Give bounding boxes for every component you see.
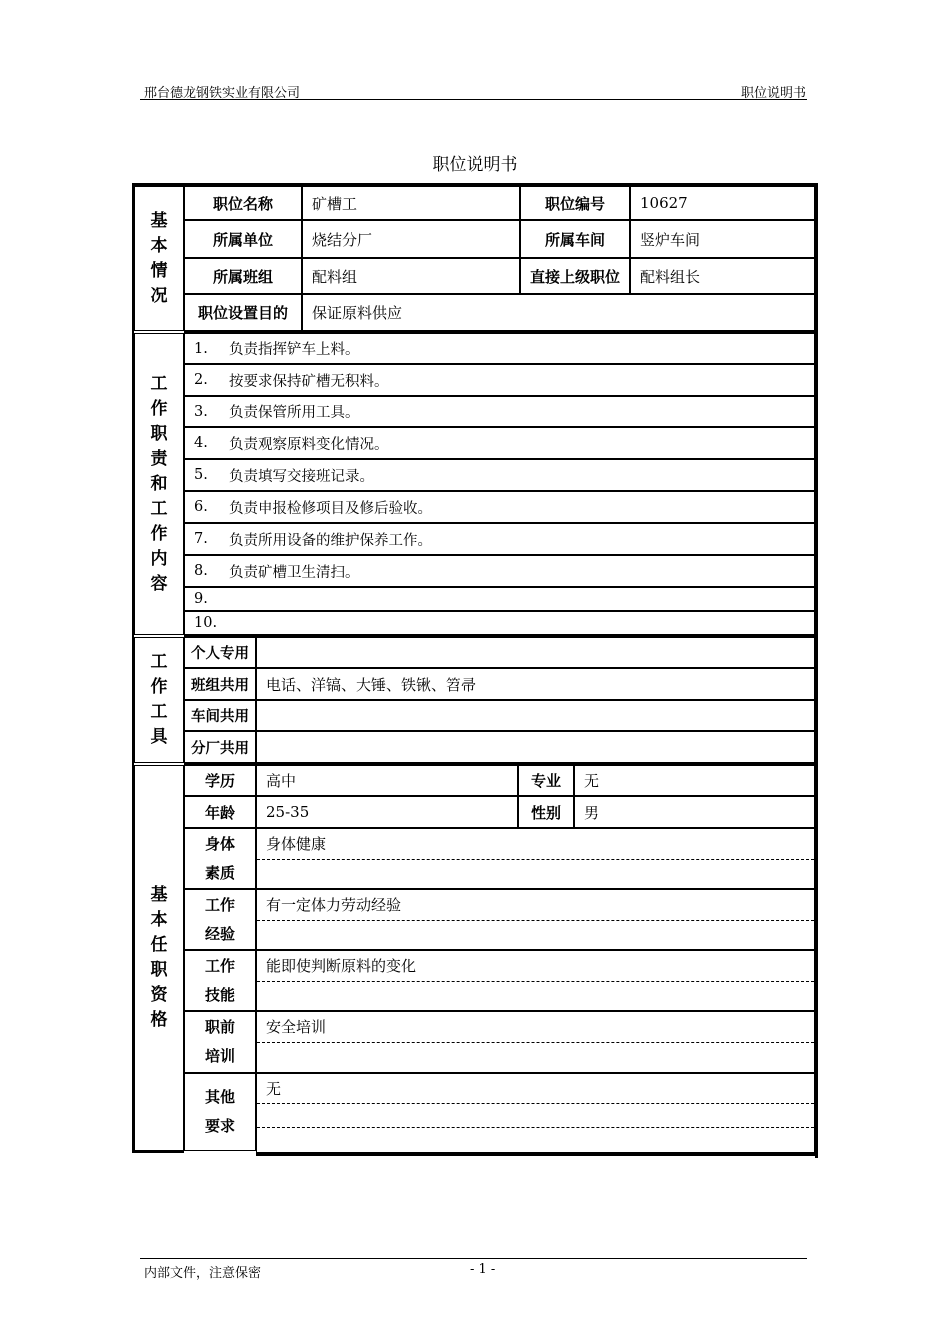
purpose-label: 职位设置目的 — [184, 294, 302, 331]
header-rule — [140, 99, 807, 100]
position-name-value: 矿槽工 — [302, 186, 520, 220]
experience-value-box — [256, 889, 815, 950]
skills-value: 能即使判断原料的变化 — [266, 957, 417, 975]
position-code-value: 10627 — [630, 186, 815, 220]
position-name-label: 职位名称 — [184, 186, 302, 220]
duty-item: 6. 负责申报检修项目及修后验收。 — [184, 491, 815, 523]
purpose-value: 保证原料供应 — [302, 294, 815, 331]
experience-label: 工作 经验 — [184, 889, 256, 950]
workshop-value: 竖炉车间 — [630, 220, 815, 258]
dashed-line — [257, 1127, 814, 1128]
header-doc-type: 职位说明书 — [740, 86, 806, 101]
tools-workshop-value — [256, 700, 815, 731]
team-value: 配料组 — [302, 258, 520, 294]
gender-label: 性别 — [518, 796, 574, 828]
tools-plant-label: 分厂共用 — [184, 731, 256, 763]
skills-value-box — [256, 950, 815, 1011]
skills-label: 工作 技能 — [184, 950, 256, 1011]
dashed-line — [257, 981, 814, 982]
page-number: - 1 - — [470, 1262, 496, 1277]
tools-team-value: 电话、洋镐、大锤、铁锹、笤帚 — [256, 668, 815, 700]
dashed-line — [257, 1042, 814, 1043]
physical-value-box — [256, 828, 815, 889]
duty-item: 2. 按要求保持矿槽无积料。 — [184, 364, 815, 396]
dashed-line — [257, 920, 814, 921]
duty-item: 10. — [184, 611, 815, 635]
education-value: 高中 — [256, 765, 518, 796]
tools-plant-value — [256, 731, 815, 763]
training-label: 职前 培训 — [184, 1011, 256, 1073]
other-value-box — [256, 1073, 815, 1153]
team-label: 所属班组 — [184, 258, 302, 294]
dashed-line — [257, 1103, 814, 1104]
training-value: 安全培训 — [266, 1018, 327, 1036]
tools-team-label: 班组共用 — [184, 668, 256, 700]
table-right-border — [815, 183, 818, 1158]
duty-item: 7. 负责所用设备的维护保养工作。 — [184, 523, 815, 555]
duty-item: 1. 负责指挥铲车上料。 — [184, 333, 815, 364]
superior-label: 直接上级职位 — [520, 258, 630, 294]
experience-value: 有一定体力劳动经验 — [266, 896, 402, 914]
education-label: 学历 — [184, 765, 256, 796]
duty-item: 3. 负责保管所用工具。 — [184, 396, 815, 427]
footer-rule — [140, 1258, 807, 1259]
gender-value: 男 — [574, 796, 815, 828]
age-label: 年龄 — [184, 796, 256, 828]
section-qualifications: 基本任职资格 — [134, 765, 184, 1151]
unit-label: 所属单位 — [184, 220, 302, 258]
tools-personal-value — [256, 637, 815, 668]
duty-item: 5. 负责填写交接班记录。 — [184, 459, 815, 491]
workshop-label: 所属车间 — [520, 220, 630, 258]
footer-confidential: 内部文件，注意保密 — [144, 1266, 262, 1281]
other-value: 无 — [266, 1080, 282, 1098]
duty-item: 9. — [184, 587, 815, 611]
unit-value: 烧结分厂 — [302, 220, 520, 258]
duty-item: 4. 负责观察原料变化情况。 — [184, 427, 815, 459]
table-bottom-left-border — [132, 1151, 184, 1153]
dashed-line — [257, 859, 814, 860]
physical-label: 身体 素质 — [184, 828, 256, 889]
position-code-label: 职位编号 — [520, 186, 630, 220]
header-company: 邢台德龙钢铁实业有限公司 — [144, 86, 301, 101]
training-value-box — [256, 1011, 815, 1073]
section-basic-info: 基本情况 — [134, 186, 184, 331]
section-tools: 工作工具 — [134, 637, 184, 763]
page-title: 职位说明书 — [432, 155, 518, 175]
table-bottom-border — [256, 1153, 818, 1156]
tools-personal-label: 个人专用 — [184, 637, 256, 668]
duty-item: 8. 负责矿槽卫生清扫。 — [184, 555, 815, 587]
age-value: 25-35 — [256, 796, 518, 828]
tools-workshop-label: 车间共用 — [184, 700, 256, 731]
superior-value: 配料组长 — [630, 258, 815, 294]
position-table — [132, 183, 818, 1158]
major-value: 无 — [574, 765, 815, 796]
major-label: 专业 — [518, 765, 574, 796]
other-label: 其他 要求 — [184, 1073, 256, 1151]
section-duties: 工作职责和工作内容 — [134, 333, 184, 635]
physical-value: 身体健康 — [266, 835, 327, 853]
